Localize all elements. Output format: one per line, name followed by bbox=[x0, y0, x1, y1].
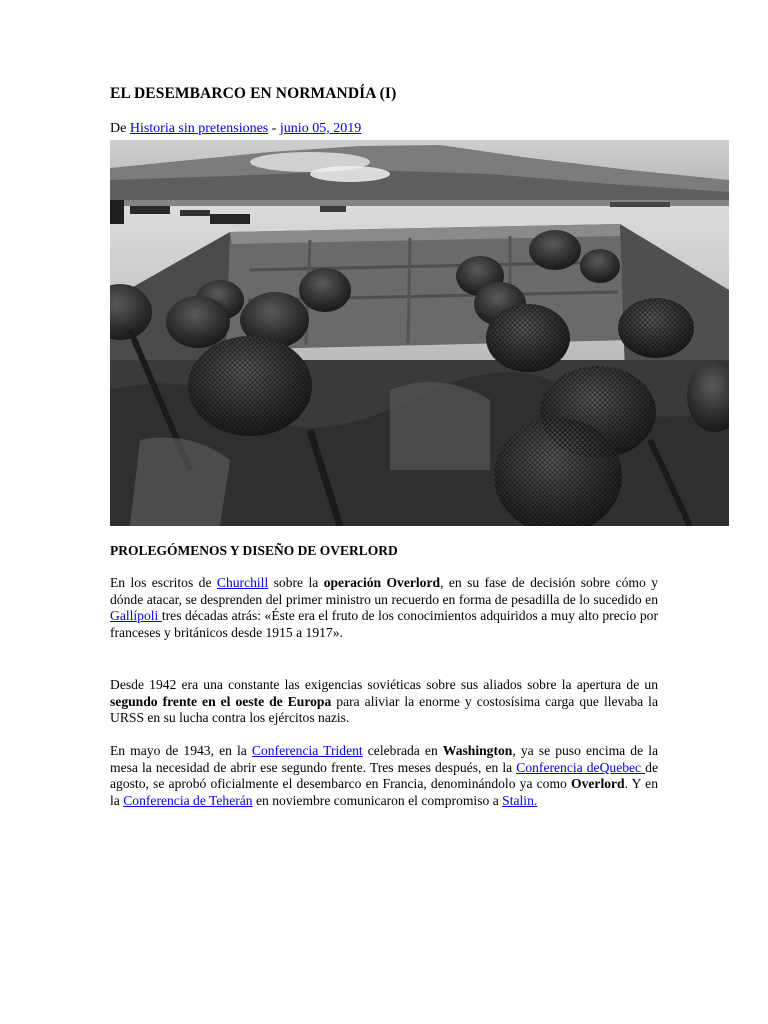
p3-text-4: de agosto, se aprobó oficialmente el desembarco en Francia, denominándolo ya como bbox=[110, 759, 659, 792]
paragraph-churchill bbox=[110, 575, 658, 642]
byline-separator: - bbox=[268, 121, 280, 136]
paragraph-conferences bbox=[110, 743, 658, 810]
p2-text-1: Desde 1942 era una constante las exigencias soviéticas sobre sus aliados sobre la apertura de un bbox=[110, 677, 658, 692]
p1-text-1: En los escritos de bbox=[110, 575, 217, 590]
p2-text-2: para aliviar la enorme y costosísima carga que llevaba la URSS en su lucha contra los ejércitos nazis. bbox=[110, 693, 658, 726]
p2-bold-front: segundo frente en el oeste de Europa bbox=[110, 693, 332, 709]
p3-bold-overlord: Overlord bbox=[571, 776, 625, 792]
section-heading: PROLEGÓMENOS Y DISEÑO DE OVERLORD bbox=[110, 543, 398, 558]
byline bbox=[110, 121, 361, 137]
p1-text-3: , en su fase de decisión sobre cómo y dónde atacar, se desprenden del primer ministro un recuerdo en forma de pesadilla de lo sucedido en bbox=[110, 575, 658, 607]
p1-bold-overlord: operación Overlord bbox=[323, 575, 441, 590]
churchill-link[interactable]: Churchill bbox=[216, 575, 269, 590]
quebec-link[interactable]: Conferencia deQuebec bbox=[516, 759, 646, 775]
p3-text-1: En mayo de 1943, en la bbox=[110, 743, 252, 758]
trident-link[interactable]: Conferencia Trident bbox=[251, 743, 363, 758]
p3-text-2: celebrada en bbox=[362, 743, 443, 758]
stalin-link[interactable]: Stalin. bbox=[502, 793, 538, 809]
teheran-link[interactable]: Conferencia de Teherán bbox=[123, 793, 253, 809]
source-link[interactable]: Historia sin pretensiones bbox=[129, 121, 269, 136]
p1-text-2: sobre la bbox=[268, 575, 324, 590]
gallipoli-link[interactable]: Gallípoli bbox=[110, 608, 162, 624]
paragraph-soviet-demands bbox=[110, 677, 658, 727]
p1-text-4: tres décadas atrás: «Éste era el fruto de los conocimientos adquiridos a muy alto precio por franceses y británicos desde 1915 a 1917». bbox=[110, 608, 659, 641]
article-title: EL DESEMBARCO EN NORMANDÍA (I) bbox=[110, 85, 397, 102]
landing-craft-photo bbox=[110, 140, 729, 526]
date-link[interactable]: junio 05, 2019 bbox=[279, 121, 362, 136]
p3-text-5: . Y en la bbox=[110, 776, 658, 809]
p3-text-6: en noviembre comunicaron el compromiso a bbox=[252, 793, 503, 809]
p3-bold-washington: Washington bbox=[442, 743, 513, 758]
byline-prefix: De bbox=[110, 121, 130, 136]
p3-text-3: , ya se puso encima de la mesa la necesidad de abrir ese segundo frente. Tres meses después, en la bbox=[110, 743, 659, 775]
